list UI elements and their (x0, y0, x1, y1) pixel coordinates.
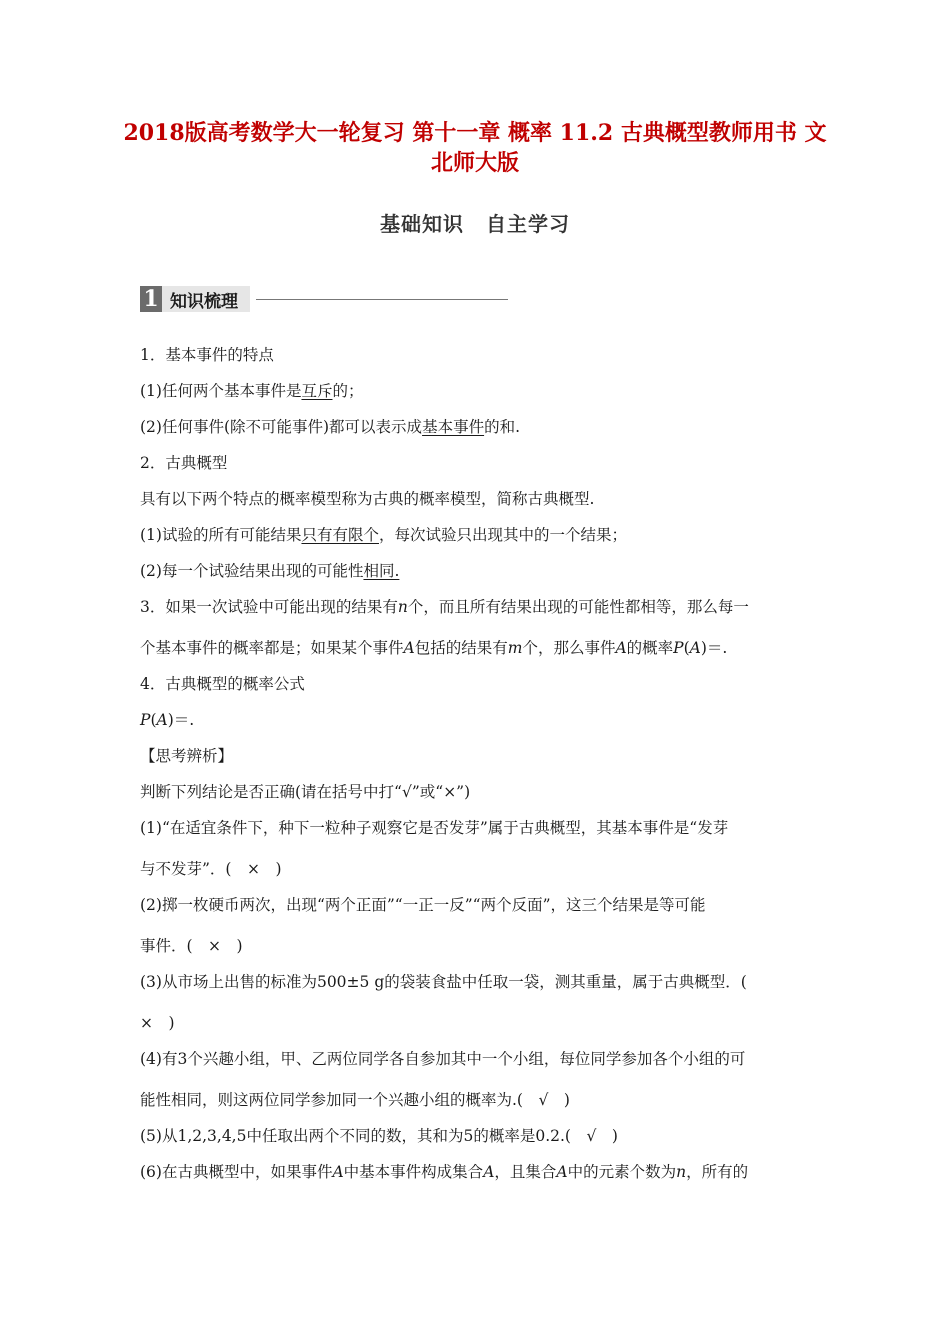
question-3-line-2: × ) (140, 1014, 175, 1032)
question-1-line-2: 与不发芽”．( × ) (140, 860, 282, 878)
question-2-line-2: 事件．( × ) (140, 937, 243, 955)
answer-blank: 基本事件 (422, 418, 485, 436)
subtitle-right: 自主学习 (486, 212, 570, 236)
question-6-line-1: (6)在古典概型中，如果事件A中基本事件构成集合A，且集合A中的元素个数为n，所有的 (140, 1163, 749, 1181)
paragraph-2: (2)任何事件(除不可能事件)都可以表示成基本事件的和. (140, 418, 521, 436)
judge-instruction: 判断下列结论是否正确(请在括号中打“√”或“×”) (140, 783, 471, 801)
paragraph-7: 个基本事件的概率都是；如果某个事件A包括的结果有m个，那么事件A的概率P(A)＝. (140, 639, 728, 657)
think-heading: 【思考辨析】 (140, 747, 234, 765)
answer-blank: 相同. (363, 562, 400, 580)
paragraph-3: 具有以下两个特点的概率模型称为古典的概率模型，简称古典概型. (140, 490, 595, 508)
question-4-line-2: 能性相同，则这两位同学参加同一个兴趣小组的概率为.( √ ) (140, 1091, 570, 1109)
formula-line: P(A)＝. (140, 711, 195, 729)
question-3-line-1: (3)从市场上出售的标准为500±5 g的袋装食盐中任取一袋，测其重量，属于古典概型．( (140, 973, 747, 991)
section-number-badge: 1 (140, 286, 162, 312)
paragraph-6: 3．如果一次试验中可能出现的结果有n个，而且所有结果出现的可能性都相等，那么每一 (140, 598, 749, 616)
answer-blank: 只有有限个 (301, 526, 379, 544)
question-2-line-1: (2)掷一枚硬币两次，出现“两个正面”“一正一反”“两个反面”，这三个结果是等可能 (140, 896, 706, 914)
heading-1: 1．基本事件的特点 (140, 346, 274, 364)
paragraph-5: (2)每一个试验结果出现的可能性相同. (140, 562, 400, 580)
heading-2: 2．古典概型 (140, 454, 228, 472)
subtitle-left: 基础知识 (380, 212, 464, 236)
question-1-line-1: (1)“在适宜条件下，种下一粒种子观察它是否发芽”属于古典概型，其基本事件是“发芽 (140, 819, 729, 837)
section-divider (256, 299, 508, 300)
section-header (140, 285, 508, 313)
question-5: (5)从1,2,3,4,5中任取出两个不同的数，其和为5的概率是0.2.( √ ) (140, 1127, 618, 1145)
section-subtitle (0, 208, 950, 237)
section-label: 知识梳理 (162, 286, 250, 312)
paragraph-4: (1)试验的所有可能结果只有有限个，每次试验只出现其中的一个结果； (140, 526, 627, 544)
question-4-line-1: (4)有3个兴趣小组，甲、乙两位同学各自参加其中一个小组，每位同学参加各个小组的可 (140, 1050, 746, 1068)
answer-blank: 互斥 (301, 382, 333, 400)
heading-4: 4．古典概型的概率公式 (140, 675, 305, 693)
document-title: 2018版高考数学大一轮复习 第十一章 概率 11.2 古典概型教师用书 文 北师大版 (123, 120, 827, 176)
paragraph-1: (1)任何两个基本事件是互斥的； (140, 382, 364, 400)
